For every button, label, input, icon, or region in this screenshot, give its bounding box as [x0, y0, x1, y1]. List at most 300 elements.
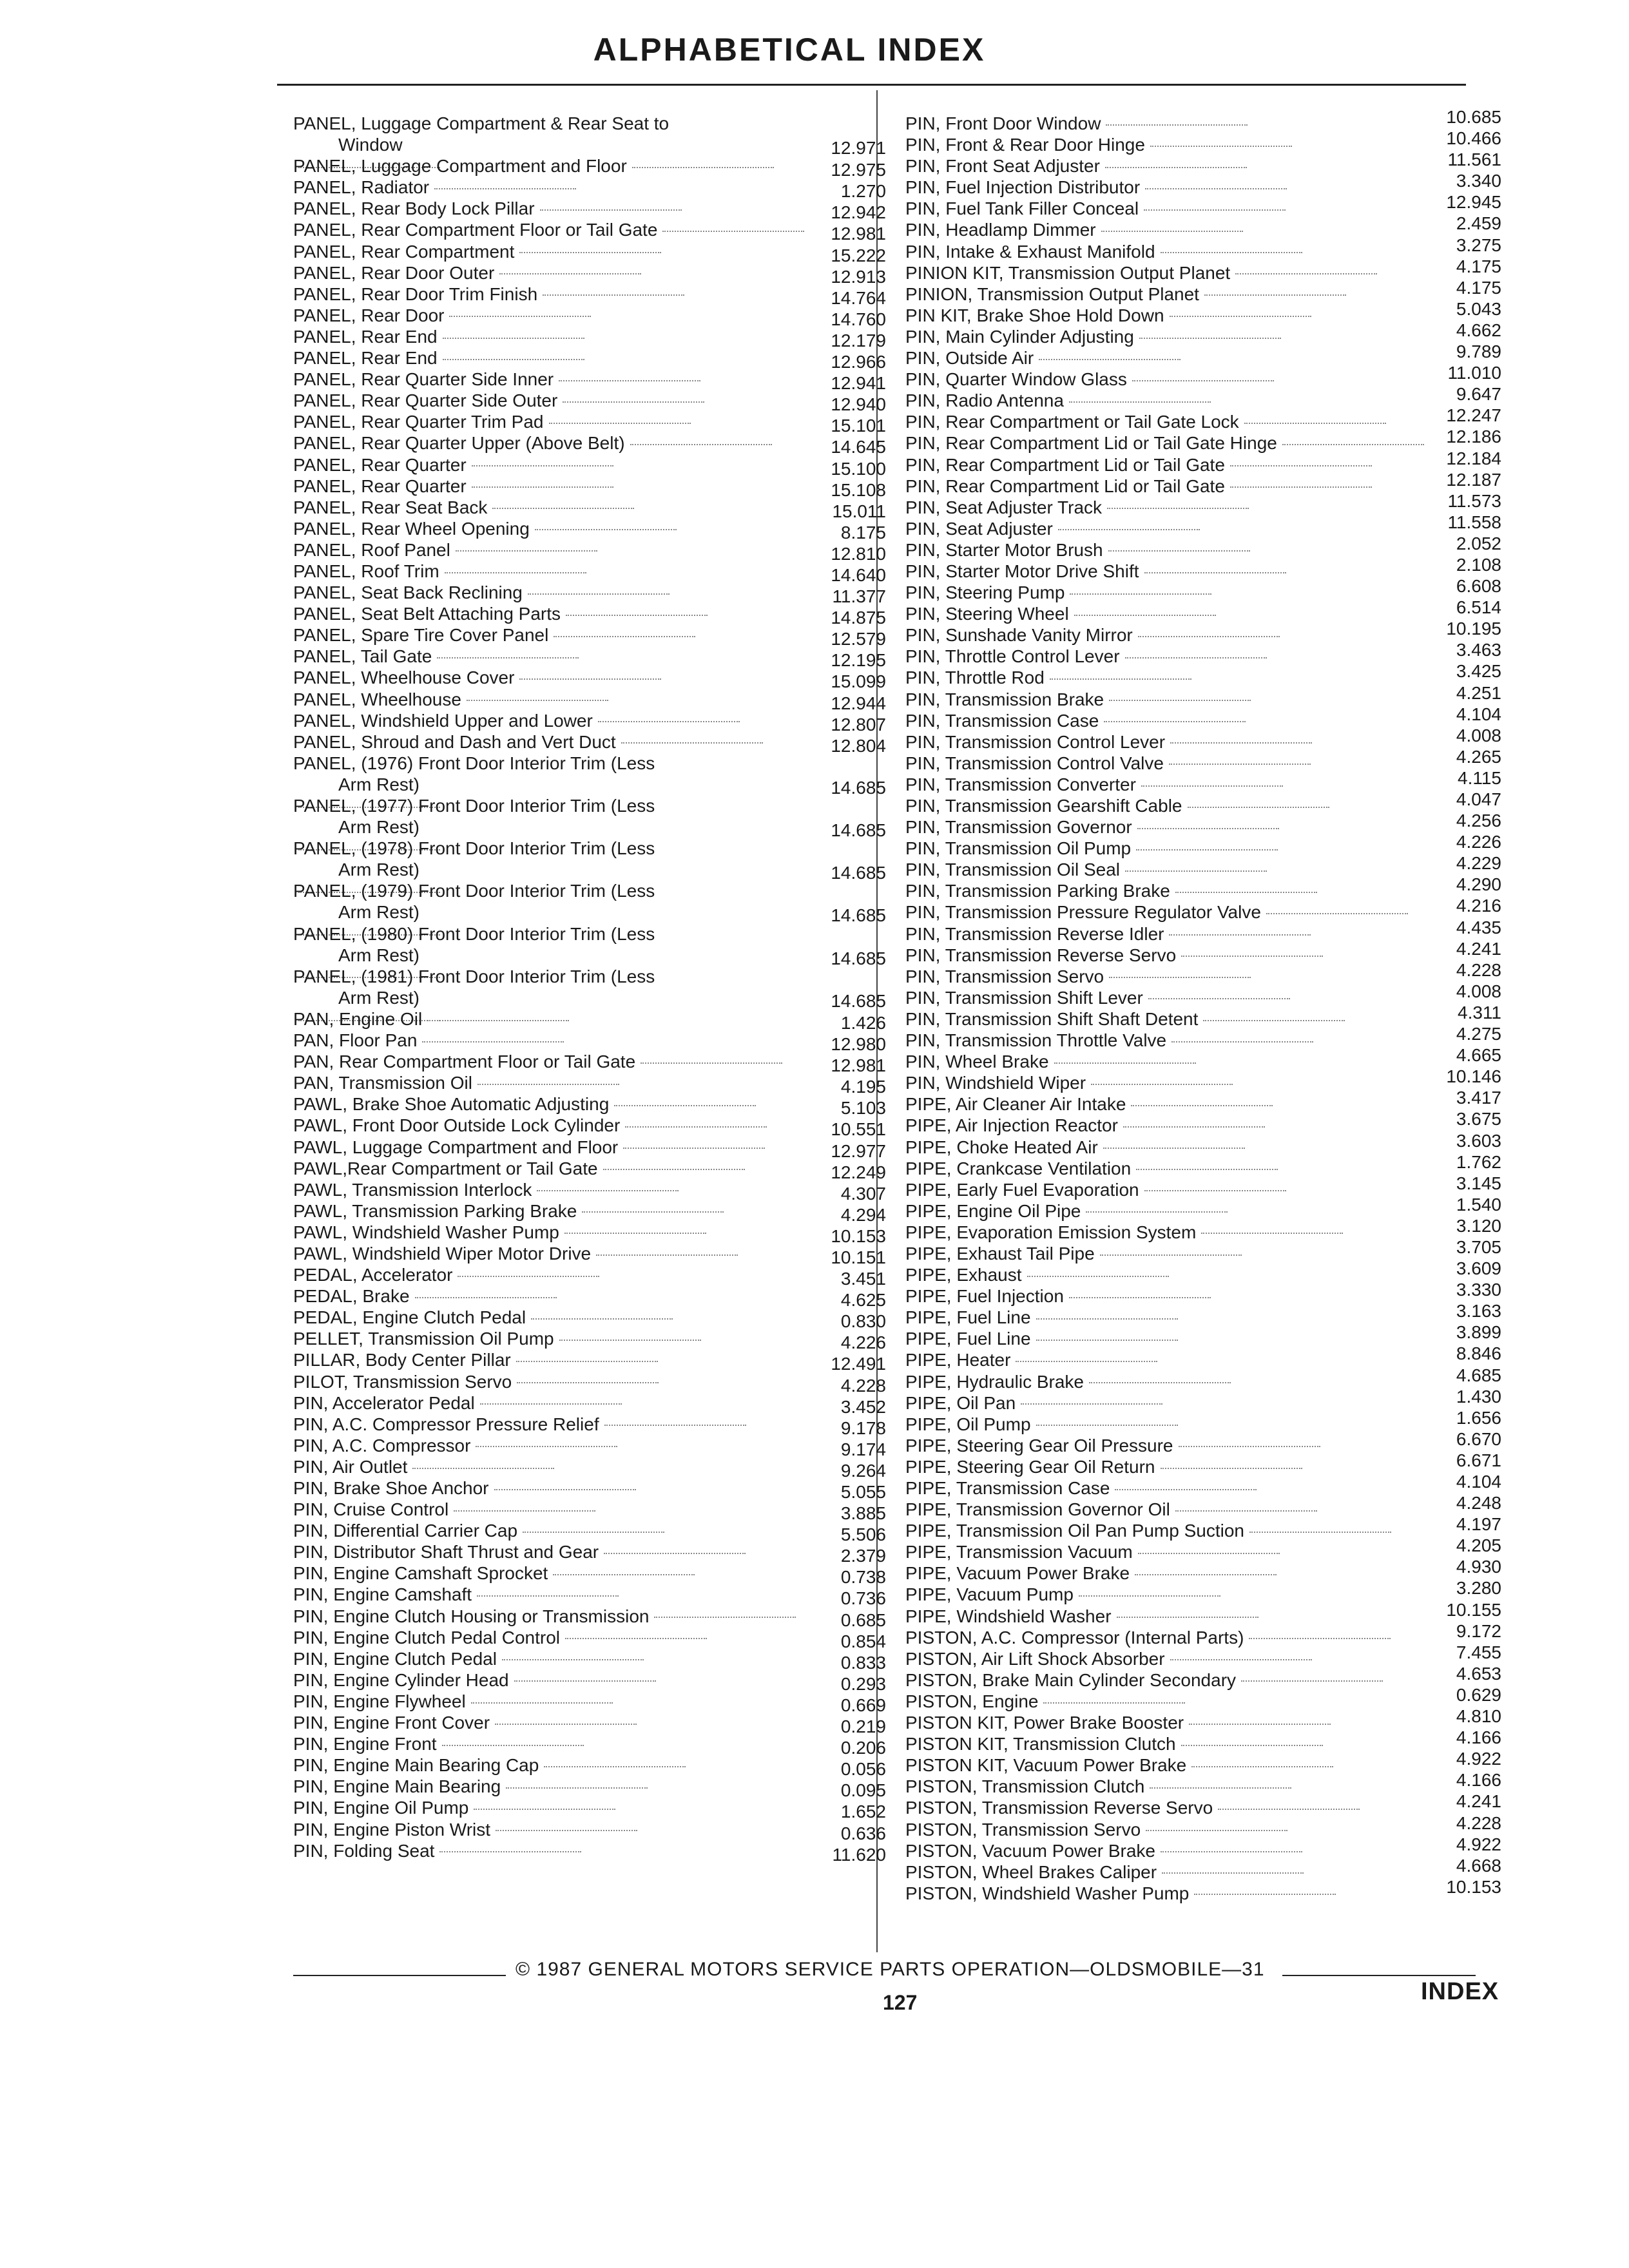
entry-text: PANEL, Rear Quarter Side Outer	[293, 390, 558, 411]
dot-leader	[1109, 700, 1251, 701]
entry-reference-number: 12.966	[831, 352, 886, 372]
dot-leader	[1241, 1680, 1383, 1682]
dot-leader	[506, 1787, 648, 1789]
dot-leader	[1101, 231, 1243, 232]
entry-description	[905, 1200, 1228, 1222]
dot-leader	[598, 721, 740, 722]
entry-text: PIPE, Transmission Vacuum	[905, 1542, 1133, 1562]
entry-reference-number: 0.736	[840, 1588, 886, 1609]
dot-leader	[1131, 1105, 1273, 1106]
entry-description	[905, 1819, 1287, 1840]
index-entry	[293, 262, 886, 287]
dot-leader	[442, 1745, 584, 1746]
index-entry	[293, 1243, 886, 1267]
entry-continuation: Arm Rest)	[338, 860, 419, 880]
entry-text: PISTON, Engine	[905, 1691, 1039, 1711]
dot-leader	[1132, 380, 1274, 381]
entry-text: PAN, Engine Oil	[293, 1008, 423, 1029]
entry-reference-number: 3.609	[1456, 1258, 1501, 1279]
dot-leader	[1169, 934, 1311, 936]
entry-description	[905, 731, 1312, 753]
index-entry	[293, 1030, 886, 1055]
dot-leader	[434, 188, 576, 189]
dot-leader	[1194, 1894, 1336, 1895]
entry-text: PAWL, Brake Shoe Automatic Adjusting	[293, 1094, 610, 1115]
dot-leader	[1282, 444, 1424, 445]
entry-reference-number: 15.222	[831, 245, 886, 265]
dot-leader	[472, 486, 613, 488]
index-entry	[905, 1066, 1501, 1093]
footer-copyright: © 1987 GENERAL MOTORS SERVICE PARTS OPERATION—OLDSMOBILE—31	[516, 1959, 1265, 1980]
index-entry	[905, 1620, 1501, 1648]
entry-reference-number: 4.685	[1456, 1365, 1501, 1385]
entry-description	[905, 1243, 1242, 1264]
entry-text: PANEL, (1979) Front Door Interior Trim (Less	[293, 881, 655, 901]
index-entry	[905, 490, 1501, 518]
entry-description	[905, 1754, 1333, 1776]
dot-leader	[443, 359, 584, 360]
entry-text: PIPE, Steering Gear Oil Pressure	[905, 1435, 1173, 1456]
entry-text: PILLAR, Body Center Pillar	[293, 1350, 511, 1370]
dot-leader	[614, 1105, 756, 1106]
dot-leader	[1086, 1211, 1228, 1213]
dot-leader	[1230, 465, 1372, 466]
index-entry	[293, 1712, 886, 1737]
dot-leader	[544, 1766, 686, 1767]
entry-reference-number: 12.913	[831, 266, 886, 287]
entry-reference-number: 3.330	[1456, 1280, 1501, 1300]
index-entry	[905, 1301, 1501, 1328]
index-entry	[905, 1173, 1501, 1200]
index-entry	[293, 1520, 886, 1545]
entry-text: PIN, Transmission Pressure Regulator Valve	[905, 902, 1261, 923]
index-entry	[293, 689, 886, 713]
entry-text: PIN, Transmission Governor	[905, 817, 1132, 838]
entry-description	[293, 1776, 648, 1797]
dot-leader	[563, 401, 704, 403]
entry-text: PIN, Rear Compartment or Tail Gate Lock	[905, 412, 1239, 432]
entry-description	[905, 177, 1287, 198]
entry-text: PIPE, Vacuum Pump	[905, 1584, 1074, 1605]
entry-description	[905, 1307, 1178, 1328]
dot-leader	[519, 252, 661, 253]
entry-description	[293, 646, 579, 667]
entry-reference-number: 10.151	[831, 1247, 886, 1267]
dot-leader	[596, 1254, 738, 1256]
dot-leader	[1144, 572, 1286, 573]
entry-text: PIN, Quarter Window Glass	[905, 369, 1127, 390]
dot-leader	[654, 1617, 796, 1618]
entry-description	[905, 326, 1281, 347]
entry-text: PIN, Transmission Oil Pump	[905, 838, 1132, 859]
entry-text: PIN, Engine Oil Pump	[293, 1798, 469, 1818]
entry-reference-number: 3.163	[1456, 1301, 1501, 1321]
index-entry	[905, 427, 1501, 454]
entry-reference-number: 3.675	[1456, 1109, 1501, 1129]
entry-description	[293, 326, 584, 347]
entry-description	[293, 603, 708, 624]
entry-text: PIN, Steering Wheel	[905, 604, 1069, 624]
entry-description	[293, 1520, 664, 1541]
index-entry	[905, 363, 1501, 390]
index-entry	[293, 1349, 886, 1374]
entry-text: PIN, Fuel Tank Filler Conceal	[905, 198, 1139, 219]
entry-text: PIN, Transmission Control Lever	[905, 731, 1166, 752]
entry-description	[293, 390, 704, 411]
dot-leader	[1105, 167, 1247, 168]
entry-reference-number: 10.195	[1446, 619, 1501, 639]
index-entry	[293, 1477, 886, 1502]
entry-text: PAN, Transmission Oil	[293, 1073, 472, 1093]
entry-text: PANEL, Luggage Compartment and Floor	[293, 156, 627, 177]
entry-text: PANEL, Wheelhouse Cover	[293, 668, 515, 688]
dot-leader	[427, 1020, 569, 1021]
index-entry	[905, 1088, 1501, 1115]
entry-description	[293, 1030, 564, 1051]
dot-leader	[559, 1340, 701, 1341]
entry-reference-number: 2.379	[840, 1546, 886, 1566]
entry-reference-number: 5.043	[1456, 298, 1501, 319]
index-entry	[905, 1642, 1501, 1669]
entry-reference-number: 3.451	[840, 1269, 886, 1289]
entry-reference-number: 12.945	[1446, 192, 1501, 213]
entry-text: PIPE, Hydraulic Brake	[905, 1371, 1084, 1392]
dot-leader	[1181, 1745, 1323, 1746]
index-entry	[293, 1562, 886, 1588]
index-entry	[905, 1535, 1501, 1562]
entry-reference-number: 12.184	[1446, 448, 1501, 468]
dot-leader	[1115, 1489, 1257, 1490]
index-entry	[293, 1093, 886, 1119]
entry-description	[905, 518, 1200, 539]
entry-text: PISTON, Air Lift Shock Absorber	[905, 1648, 1165, 1669]
entry-description	[905, 219, 1243, 240]
entry-text: PIN, Transmission Parking Brake	[905, 881, 1170, 901]
entry-description	[905, 1669, 1383, 1691]
index-entry	[293, 1819, 886, 1843]
entry-text: PAWL, Windshield Wiper Motor Drive	[293, 1243, 592, 1264]
entry-reference-number: 12.981	[831, 224, 886, 244]
entry-text: PISTON KIT, Transmission Clutch	[905, 1734, 1176, 1754]
entry-reference-number: 12.940	[831, 394, 886, 415]
entry-text: PINION, Transmission Output Planet	[905, 284, 1199, 304]
index-entry	[905, 853, 1501, 880]
entry-reference-number: 2.052	[1456, 533, 1501, 553]
index-entry	[905, 1812, 1501, 1840]
entry-reference-number: 9.264	[840, 1460, 886, 1481]
entry-description	[905, 646, 1267, 667]
index-entry	[905, 597, 1501, 624]
index-entry	[905, 789, 1501, 816]
dot-leader	[1171, 1041, 1313, 1043]
entry-text: PANEL, Wheelhouse	[293, 689, 461, 709]
index-entry	[905, 1663, 1501, 1691]
entry-continuation: Arm Rest)	[338, 817, 419, 838]
entry-description	[293, 1072, 619, 1093]
entry-reference-number: 4.256	[1456, 811, 1501, 831]
dot-leader	[412, 1468, 554, 1469]
entry-description	[905, 241, 1302, 262]
entry-reference-number: 3.275	[1456, 235, 1501, 255]
entry-description	[293, 539, 597, 561]
entry-text: PIN, Engine Main Bearing Cap	[293, 1755, 539, 1776]
entry-reference-number: 4.248	[1456, 1493, 1501, 1514]
index-entry	[293, 1584, 886, 1609]
entry-text: PIPE, Early Fuel Evaporation	[905, 1179, 1139, 1200]
entry-text: PAWL, Luggage Compartment and Floor	[293, 1137, 619, 1157]
index-entry	[293, 518, 886, 543]
entry-text: PIN, Front & Rear Door Hinge	[905, 135, 1145, 155]
entry-text: PIPE, Transmission Oil Pan Pump Suction	[905, 1521, 1244, 1541]
entry-reference-number: 10.146	[1446, 1066, 1501, 1087]
index-entry	[905, 1684, 1501, 1712]
entry-description	[905, 624, 1280, 646]
dot-leader	[582, 1211, 724, 1213]
entry-reference-number: 12.975	[831, 160, 886, 180]
entry-text: PIN, Transmission Converter	[905, 774, 1136, 794]
index-entry	[293, 411, 886, 436]
entry-reference-number: 3.280	[1456, 1578, 1501, 1599]
entry-description	[905, 1093, 1273, 1115]
entry-reference-number: 9.789	[1456, 341, 1501, 362]
index-entry	[905, 811, 1501, 838]
index-entry	[293, 1456, 886, 1481]
entry-text: PIN, Transmission Servo	[905, 966, 1104, 986]
index-entry	[293, 539, 886, 564]
entry-description	[293, 1243, 738, 1264]
entry-text: PANEL, Rear Compartment Floor or Tail Gate	[293, 220, 658, 240]
entry-reference-number: 12.249	[831, 1162, 886, 1182]
entry-description	[905, 945, 1323, 966]
index-entry	[905, 767, 1501, 795]
index-entry	[905, 1876, 1501, 1904]
entry-reference-number: 4.175	[1456, 256, 1501, 276]
index-entry	[293, 454, 886, 479]
index-entry	[293, 1733, 886, 1758]
entry-reference-number: 3.452	[840, 1396, 886, 1417]
entry-reference-number: 4.241	[1456, 1791, 1501, 1812]
index-entry	[293, 219, 886, 244]
entry-description	[905, 1648, 1312, 1669]
index-entry	[905, 128, 1501, 155]
entry-reference-number: 4.226	[840, 1332, 886, 1353]
index-entry	[293, 1691, 886, 1715]
entry-text: PIN, Outside Air	[905, 348, 1034, 369]
index-entry	[905, 661, 1501, 688]
entry-description	[293, 1584, 619, 1605]
index-entry	[293, 880, 886, 926]
dot-leader	[523, 1532, 664, 1533]
dot-leader	[1162, 1872, 1304, 1874]
entry-description	[905, 1883, 1336, 1904]
entry-reference-number: 4.175	[1456, 277, 1501, 298]
entry-text: PIN, Intake & Exhaust Manifold	[905, 241, 1155, 262]
entry-text: PIN, Starter Motor Brush	[905, 539, 1103, 560]
entry-description	[293, 198, 682, 219]
index-entry	[905, 576, 1501, 603]
entry-reference-number: 12.971	[831, 138, 886, 158]
index-entry	[293, 667, 886, 692]
entry-reference-number: 1.652	[840, 1802, 886, 1822]
dot-leader	[1117, 1617, 1258, 1618]
entry-description	[293, 347, 584, 369]
entry-text: PIN, Transmission Oil Seal	[905, 860, 1120, 880]
entry-text: PIN, Throttle Control Lever	[905, 646, 1120, 667]
dot-leader	[641, 1062, 782, 1064]
dot-leader	[471, 1702, 613, 1704]
dot-leader	[565, 1638, 707, 1639]
entry-description	[905, 1606, 1258, 1627]
entry-description	[905, 1051, 1196, 1072]
entry-text: PIPE, Vacuum Power Brake	[905, 1563, 1130, 1584]
entry-description	[293, 262, 641, 284]
index-entry	[905, 213, 1501, 240]
entry-description	[293, 1754, 686, 1776]
entry-reference-number: 4.228	[1456, 959, 1501, 980]
entry-reference-number: 4.205	[1456, 1535, 1501, 1556]
dot-leader	[543, 294, 684, 296]
left-index-column	[293, 113, 886, 1865]
entry-text: PIN, Seat Adjuster	[905, 518, 1053, 539]
entry-text: PIN, Engine Camshaft Sprocket	[293, 1563, 548, 1584]
entry-text: PANEL, Luggage Compartment & Rear Seat to	[293, 113, 670, 133]
dot-leader	[1146, 1830, 1287, 1831]
entry-description	[905, 1584, 1220, 1605]
entry-description	[905, 476, 1372, 497]
entry-text: PIN, Transmission Control Valve	[905, 753, 1164, 773]
entry-text: PISTON KIT, Vacuum Power Brake	[905, 1755, 1187, 1776]
entry-text: PANEL, Seat Belt Attaching Parts	[293, 604, 561, 624]
entry-reference-number: 0.830	[840, 1311, 886, 1332]
entry-reference-number: 14.640	[831, 564, 886, 585]
entry-description	[905, 198, 1286, 219]
section-label: INDEX	[1421, 1978, 1499, 2005]
index-entry	[293, 923, 886, 968]
entry-description	[905, 347, 1181, 369]
entry-description	[905, 987, 1290, 1008]
entry-description	[905, 390, 1211, 411]
entry-text: PANEL, Rear Quarter Side Inner	[293, 369, 554, 390]
index-entry	[905, 533, 1501, 561]
index-entry	[293, 1179, 886, 1204]
index-entry	[905, 320, 1501, 347]
entry-text: PIN, Air Outlet	[293, 1456, 408, 1477]
dot-leader	[477, 1595, 619, 1597]
index-entry	[293, 838, 886, 883]
entry-reference-number: 9.647	[1456, 384, 1501, 405]
index-entry	[905, 1450, 1501, 1477]
entry-description	[293, 219, 804, 240]
dot-leader	[1027, 1276, 1169, 1277]
entry-reference-number: 3.885	[840, 1503, 886, 1524]
index-entry	[905, 874, 1501, 901]
entry-text: PIN, Transmission Throttle Valve	[905, 1030, 1167, 1051]
entry-reference-number: 1.270	[840, 181, 886, 202]
entry-description	[905, 859, 1267, 880]
entry-description	[905, 1541, 1280, 1562]
entry-reference-number: 4.226	[1456, 832, 1501, 852]
entry-reference-number: 4.930	[1456, 1557, 1501, 1577]
entry-description	[293, 1477, 636, 1499]
dot-leader	[1203, 1020, 1345, 1021]
entry-reference-number: 14.764	[831, 287, 886, 308]
entry-reference-number: 2.459	[1456, 213, 1501, 234]
entry-reference-number: 14.685	[831, 905, 886, 926]
dot-leader	[1103, 1148, 1245, 1149]
entry-text: PIN, Transmission Shift Shaft Detent	[905, 1008, 1199, 1029]
entry-reference-number: 15.108	[831, 479, 886, 500]
entry-text: PIN, Starter Motor Drive Shift	[905, 561, 1139, 581]
entry-description	[905, 369, 1274, 390]
dot-leader	[1135, 1574, 1277, 1575]
entry-text: PANEL, Radiator	[293, 177, 430, 198]
entry-description	[905, 1008, 1345, 1030]
entry-description	[293, 1627, 707, 1648]
entry-reference-number: 14.685	[831, 863, 886, 883]
entry-text: PIN, Engine Front	[293, 1734, 437, 1754]
dot-leader	[1054, 1062, 1196, 1064]
dot-leader	[1021, 1403, 1162, 1405]
index-entry	[293, 177, 886, 202]
entry-description	[293, 1137, 765, 1158]
dot-leader	[1137, 828, 1279, 829]
entry-text: PISTON, Vacuum Power Brake	[905, 1840, 1155, 1861]
entry-reference-number: 15.100	[831, 458, 886, 479]
entry-text: PIN, Transmission Reverse Idler	[905, 923, 1164, 944]
entry-reference-number: 8.175	[840, 522, 886, 543]
entry-description	[905, 1222, 1343, 1243]
entry-description	[905, 603, 1216, 624]
dot-leader	[1204, 294, 1346, 296]
index-entry	[293, 155, 886, 180]
index-entry	[905, 1557, 1501, 1584]
entry-description	[905, 1520, 1391, 1541]
dot-leader	[1050, 678, 1191, 680]
index-entry	[293, 1435, 886, 1459]
dot-leader	[1138, 1553, 1280, 1554]
entry-text: PIN, Rear Compartment Lid or Tail Gate	[905, 454, 1225, 475]
entry-description	[905, 1137, 1245, 1158]
index-entry	[905, 1407, 1501, 1435]
entry-description	[905, 923, 1311, 945]
entry-reference-number: 4.104	[1456, 704, 1501, 724]
page-number: 127	[883, 1991, 918, 2014]
entry-text: PIPE, Fuel Line	[905, 1329, 1031, 1349]
entry-continuation: Arm Rest)	[338, 774, 419, 794]
entry-text: PEDAL, Accelerator	[293, 1265, 453, 1285]
dot-leader	[517, 1382, 659, 1383]
dot-leader	[1091, 1084, 1233, 1085]
entry-description	[905, 113, 1248, 134]
entry-text: PANEL, Rear Body Lock Pillar	[293, 198, 535, 219]
dot-leader	[476, 1446, 617, 1447]
dot-leader	[535, 529, 677, 530]
index-entry	[905, 277, 1501, 305]
entry-text: PANEL, (1980) Front Door Interior Trim (Less	[293, 923, 655, 944]
dot-leader	[1136, 1169, 1278, 1170]
index-entry	[293, 753, 886, 798]
index-entry	[293, 113, 886, 158]
entry-text: PIN, Wheel Brake	[905, 1052, 1049, 1072]
entry-description	[905, 1072, 1233, 1093]
index-entry	[293, 1797, 886, 1822]
index-entry	[905, 1599, 1501, 1627]
entry-text: PEDAL, Engine Clutch Pedal	[293, 1307, 526, 1328]
entry-text: PIN, Headlamp Dimmer	[905, 220, 1096, 240]
entry-reference-number: 0.833	[840, 1652, 886, 1673]
entry-description	[905, 1349, 1157, 1370]
dot-leader	[1188, 807, 1329, 808]
